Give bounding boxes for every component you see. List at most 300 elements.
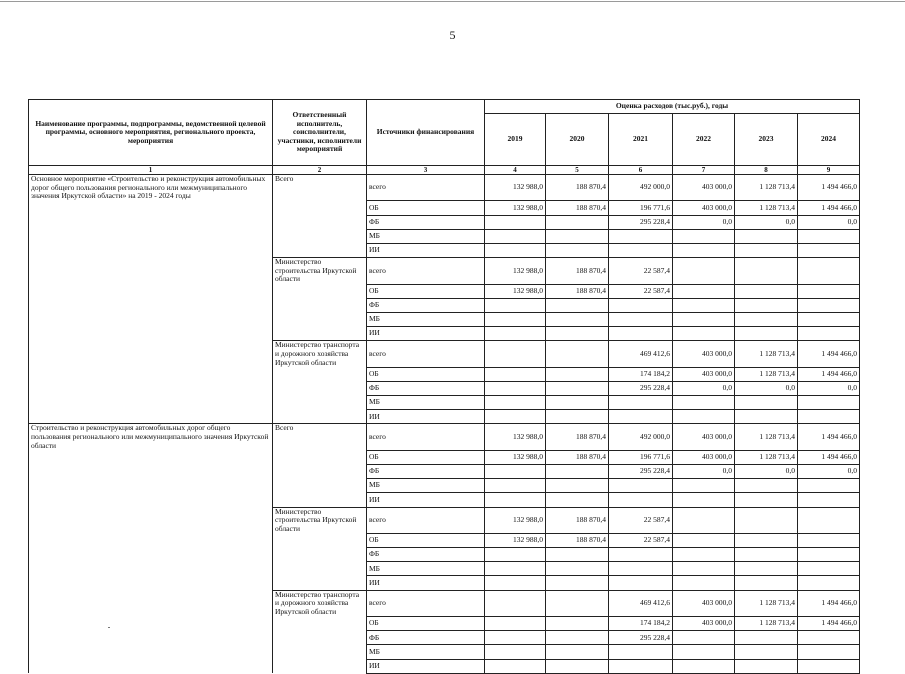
page-number: 5: [449, 28, 456, 42]
funding-source: ОБ: [367, 367, 485, 381]
amount-cell: 0,0: [798, 215, 860, 229]
table-row: [29, 479, 860, 493]
funding-source: ФБ: [367, 381, 485, 395]
table-row: [29, 424, 860, 450]
measure-name-continuation: [29, 410, 273, 424]
amount-cell: [546, 659, 609, 673]
amount-cell: [485, 396, 546, 410]
amount-cell: 1 494 466,0: [798, 175, 860, 201]
amount-cell: [673, 659, 735, 673]
amount-cell: 22 587,4: [609, 258, 673, 284]
funding-source: ИИ: [367, 410, 485, 424]
amount-cell: [798, 312, 860, 326]
amount-cell: [485, 645, 546, 659]
table-row: [29, 548, 860, 562]
executor-continuation: [273, 617, 367, 631]
amount-cell: [735, 493, 798, 507]
amount-cell: 188 870,4: [546, 450, 609, 464]
amount-cell: 403 000,0: [673, 175, 735, 201]
funding-source: всего: [367, 258, 485, 284]
funding-source: ИИ: [367, 576, 485, 590]
amount-cell: 174 184,2: [609, 617, 673, 631]
amount-cell: [609, 410, 673, 424]
amount-cell: [798, 548, 860, 562]
table-row: [29, 258, 860, 284]
executor-continuation: [273, 548, 367, 562]
amount-cell: [485, 659, 546, 673]
amount-cell: 1 128 713,4: [735, 450, 798, 464]
header-year: 2023: [735, 114, 798, 166]
amount-cell: [546, 548, 609, 562]
amount-cell: 0,0: [735, 381, 798, 395]
amount-cell: [735, 298, 798, 312]
amount-cell: 403 000,0: [673, 617, 735, 631]
amount-cell: [673, 645, 735, 659]
table-row: [29, 396, 860, 410]
amount-cell: 295 228,4: [609, 464, 673, 478]
amount-cell: [609, 396, 673, 410]
amount-cell: [735, 284, 798, 298]
measure-name-continuation: [29, 562, 273, 576]
executor-continuation: [273, 479, 367, 493]
amount-cell: [485, 617, 546, 631]
funding-source: МБ: [367, 312, 485, 326]
amount-cell: [735, 576, 798, 590]
amount-cell: [546, 381, 609, 395]
amount-cell: 132 988,0: [485, 175, 546, 201]
amount-cell: 196 771,6: [609, 201, 673, 215]
amount-cell: [485, 410, 546, 424]
amount-cell: [735, 327, 798, 341]
measure-name-continuation: [29, 590, 273, 616]
measure-name-continuation: [29, 645, 273, 659]
measure-name-continuation: [29, 243, 273, 257]
amount-cell: [485, 312, 546, 326]
measure-name: Строительство и реконструкция автомобильных дорог общего пользования регионального или межмуниципального значения Иркутской области: [29, 424, 273, 450]
amount-cell: [673, 576, 735, 590]
funding-source: всего: [367, 424, 485, 450]
measure-name-continuation: [29, 367, 273, 381]
table-row: [29, 507, 860, 533]
amount-cell: [609, 479, 673, 493]
table-row: [29, 229, 860, 243]
column-number: 2: [273, 166, 367, 175]
table-row: [29, 367, 860, 381]
funding-source: МБ: [367, 479, 485, 493]
amount-cell: 295 228,4: [609, 381, 673, 395]
column-number: 3: [367, 166, 485, 175]
funding-source: ФБ: [367, 215, 485, 229]
amount-cell: 196 771,6: [609, 450, 673, 464]
funding-source: всего: [367, 507, 485, 533]
amount-cell: [609, 493, 673, 507]
executor-continuation: [273, 284, 367, 298]
amount-cell: [485, 367, 546, 381]
amount-cell: [485, 341, 546, 367]
table-row: [29, 215, 860, 229]
amount-cell: [735, 410, 798, 424]
budget-table: [28, 99, 860, 674]
table-row: [29, 175, 860, 201]
amount-cell: [735, 479, 798, 493]
column-number: 5: [546, 166, 609, 175]
measure-name-continuation: [29, 258, 273, 284]
measure-name-continuation: [29, 450, 273, 464]
amount-cell: 22 587,4: [609, 507, 673, 533]
table-row: [29, 631, 860, 645]
amount-cell: [798, 533, 860, 547]
measure-name-continuation: [29, 341, 273, 367]
amount-cell: [798, 645, 860, 659]
amount-cell: [735, 396, 798, 410]
amount-cell: 492 000,0: [609, 424, 673, 450]
amount-cell: [485, 631, 546, 645]
amount-cell: 403 000,0: [673, 201, 735, 215]
amount-cell: [609, 659, 673, 673]
amount-cell: [609, 229, 673, 243]
amount-cell: [798, 562, 860, 576]
amount-cell: [485, 548, 546, 562]
table-row: [29, 410, 860, 424]
amount-cell: 1 128 713,4: [735, 341, 798, 367]
executor-continuation: [273, 493, 367, 507]
funding-source: МБ: [367, 562, 485, 576]
amount-cell: [735, 562, 798, 576]
executor-continuation: [273, 659, 367, 673]
amount-cell: [673, 243, 735, 257]
amount-cell: [798, 298, 860, 312]
amount-cell: [485, 590, 546, 616]
amount-cell: 0,0: [673, 215, 735, 229]
funding-source: ОБ: [367, 284, 485, 298]
funding-source: ИИ: [367, 493, 485, 507]
column-number: 4: [485, 166, 546, 175]
amount-cell: [609, 576, 673, 590]
measure-name-continuation: [29, 631, 273, 645]
amount-cell: [485, 243, 546, 257]
table-row: [29, 298, 860, 312]
amount-cell: [609, 645, 673, 659]
executor-continuation: [273, 298, 367, 312]
executor-name: Министерство строительства Иркутской области: [273, 258, 367, 284]
amount-cell: 188 870,4: [546, 533, 609, 547]
executor-name: Министерство транспорта и дорожного хозяйства Иркутской области: [273, 341, 367, 367]
table-row: [29, 450, 860, 464]
executor-name: Всего: [273, 424, 367, 450]
measure-name-continuation: [29, 479, 273, 493]
amount-cell: 403 000,0: [673, 341, 735, 367]
amount-cell: [546, 410, 609, 424]
amount-cell: [673, 631, 735, 645]
amount-cell: 22 587,4: [609, 284, 673, 298]
measure-name-continuation: [29, 464, 273, 478]
header-executor: Ответственный исполнитель, соисполнители, участники, исполнители мероприятий: [273, 100, 367, 166]
amount-cell: 188 870,4: [546, 201, 609, 215]
executor-continuation: [273, 464, 367, 478]
amount-cell: [735, 507, 798, 533]
amount-cell: [673, 562, 735, 576]
amount-cell: 403 000,0: [673, 450, 735, 464]
amount-cell: [546, 562, 609, 576]
measure-name-continuation: [29, 493, 273, 507]
amount-cell: [673, 479, 735, 493]
amount-cell: [609, 548, 673, 562]
executor-name: Всего: [273, 175, 367, 201]
funding-source: ОБ: [367, 201, 485, 215]
amount-cell: [609, 562, 673, 576]
amount-cell: [485, 562, 546, 576]
amount-cell: 0,0: [798, 381, 860, 395]
measure-name-continuation: [29, 284, 273, 298]
amount-cell: [735, 258, 798, 284]
amount-cell: [673, 410, 735, 424]
table-row: [29, 381, 860, 395]
amount-cell: [546, 617, 609, 631]
amount-cell: [546, 312, 609, 326]
amount-cell: 1 494 466,0: [798, 450, 860, 464]
amount-cell: [735, 548, 798, 562]
amount-cell: 132 988,0: [485, 450, 546, 464]
amount-cell: 132 988,0: [485, 533, 546, 547]
measure-name-continuation: [29, 659, 273, 673]
amount-cell: [673, 229, 735, 243]
measure-name-continuation: [29, 215, 273, 229]
executor-continuation: [273, 201, 367, 215]
amount-cell: [485, 327, 546, 341]
table-row: [29, 201, 860, 215]
amount-cell: [735, 312, 798, 326]
table-row: [29, 464, 860, 478]
table-body: [29, 175, 860, 674]
amount-cell: [798, 410, 860, 424]
amount-cell: [798, 284, 860, 298]
executor-continuation: [273, 215, 367, 229]
table-row: [29, 327, 860, 341]
measure-name-continuation: [29, 507, 273, 533]
amount-cell: [485, 229, 546, 243]
amount-cell: [673, 507, 735, 533]
amount-cell: [485, 479, 546, 493]
table-row: [29, 617, 860, 631]
table-row: [29, 243, 860, 257]
measure-name-continuation: [29, 201, 273, 215]
measure-name-continuation: [29, 327, 273, 341]
amount-cell: 1 494 466,0: [798, 424, 860, 450]
measure-name-continuation: [29, 548, 273, 562]
header-year: 2022: [673, 114, 735, 166]
executor-continuation: [273, 562, 367, 576]
funding-source: ИИ: [367, 243, 485, 257]
top-rule: [0, 1, 905, 2]
executor-continuation: [273, 367, 367, 381]
amount-cell: [609, 312, 673, 326]
amount-cell: [546, 367, 609, 381]
amount-cell: 1 128 713,4: [735, 201, 798, 215]
amount-cell: [546, 215, 609, 229]
column-number: 8: [735, 166, 798, 175]
measure-name: Основное мероприятие «Строительство и реконструкция автомобильных дорог общего пользования регионального или межмуниципального значения Иркутской области» на 2019 - 2024 годы: [29, 175, 273, 201]
funding-source: МБ: [367, 229, 485, 243]
funding-source: всего: [367, 341, 485, 367]
table-row: [29, 533, 860, 547]
amount-cell: [798, 507, 860, 533]
amount-cell: 1 494 466,0: [798, 617, 860, 631]
column-number: 1: [29, 166, 273, 175]
table-row: [29, 645, 860, 659]
amount-cell: 174 184,2: [609, 367, 673, 381]
amount-cell: [485, 493, 546, 507]
amount-cell: [673, 396, 735, 410]
amount-cell: [546, 327, 609, 341]
measure-name-continuation: [29, 396, 273, 410]
amount-cell: [735, 243, 798, 257]
table-row: [29, 576, 860, 590]
amount-cell: [609, 298, 673, 312]
executor-continuation: [273, 327, 367, 341]
amount-cell: [673, 258, 735, 284]
funding-source: ОБ: [367, 450, 485, 464]
executor-continuation: [273, 243, 367, 257]
funding-source: ФБ: [367, 464, 485, 478]
measure-name-continuation: [29, 312, 273, 326]
amount-cell: [798, 479, 860, 493]
amount-cell: 188 870,4: [546, 284, 609, 298]
amount-cell: [673, 298, 735, 312]
amount-cell: 403 000,0: [673, 367, 735, 381]
column-number: 6: [609, 166, 673, 175]
table-row: [29, 493, 860, 507]
amount-cell: 0,0: [673, 464, 735, 478]
amount-cell: [546, 341, 609, 367]
executor-continuation: [273, 576, 367, 590]
amount-cell: 188 870,4: [546, 424, 609, 450]
amount-cell: 132 988,0: [485, 201, 546, 215]
amount-cell: [798, 631, 860, 645]
header-costs: Оценка расходов (тыс.руб.), годы: [485, 100, 860, 114]
amount-cell: [546, 645, 609, 659]
funding-source: всего: [367, 590, 485, 616]
amount-cell: [546, 479, 609, 493]
amount-cell: 1 128 713,4: [735, 367, 798, 381]
column-number: 7: [673, 166, 735, 175]
executor-continuation: [273, 381, 367, 395]
amount-cell: 0,0: [735, 215, 798, 229]
amount-cell: [735, 659, 798, 673]
amount-cell: [546, 493, 609, 507]
amount-cell: 1 128 713,4: [735, 424, 798, 450]
executor-name: Министерство транспорта и дорожного хозяйства Иркутской области: [273, 590, 367, 616]
amount-cell: [673, 533, 735, 547]
executor-continuation: [273, 631, 367, 645]
amount-cell: [798, 243, 860, 257]
table-row: [29, 312, 860, 326]
amount-cell: 1 128 713,4: [735, 590, 798, 616]
amount-cell: [485, 576, 546, 590]
amount-cell: [798, 659, 860, 673]
amount-cell: [485, 298, 546, 312]
amount-cell: 0,0: [735, 464, 798, 478]
funding-source: ОБ: [367, 617, 485, 631]
amount-cell: 1 494 466,0: [798, 341, 860, 367]
amount-cell: [609, 327, 673, 341]
amount-cell: 188 870,4: [546, 258, 609, 284]
amount-cell: [546, 396, 609, 410]
amount-cell: [546, 631, 609, 645]
funding-source: всего: [367, 175, 485, 201]
amount-cell: [673, 493, 735, 507]
header-year: 2020: [546, 114, 609, 166]
amount-cell: [673, 327, 735, 341]
amount-cell: 22 587,4: [609, 533, 673, 547]
amount-cell: [798, 229, 860, 243]
executor-continuation: [273, 312, 367, 326]
amount-cell: [673, 312, 735, 326]
table-header: [29, 100, 860, 175]
amount-cell: 0,0: [798, 464, 860, 478]
funding-source: ФБ: [367, 631, 485, 645]
executor-continuation: [273, 396, 367, 410]
measure-name-continuation: [29, 229, 273, 243]
amount-cell: 469 412,6: [609, 590, 673, 616]
amount-cell: 1 128 713,4: [735, 617, 798, 631]
amount-cell: [485, 464, 546, 478]
measure-name-continuation: [29, 298, 273, 312]
amount-cell: [735, 533, 798, 547]
measure-name-continuation: [29, 576, 273, 590]
measure-name-continuation: [29, 533, 273, 547]
amount-cell: [735, 631, 798, 645]
amount-cell: [798, 396, 860, 410]
amount-cell: 1 494 466,0: [798, 367, 860, 381]
funding-source: МБ: [367, 645, 485, 659]
amount-cell: 188 870,4: [546, 507, 609, 533]
amount-cell: [546, 590, 609, 616]
amount-cell: 132 988,0: [485, 424, 546, 450]
amount-cell: 1 494 466,0: [798, 201, 860, 215]
funding-source: ОБ: [367, 533, 485, 547]
amount-cell: [735, 229, 798, 243]
table-row: [29, 659, 860, 673]
table-row: [29, 341, 860, 367]
header-year: 2021: [609, 114, 673, 166]
funding-source: МБ: [367, 396, 485, 410]
scan-mark: [108, 627, 110, 628]
funding-source: ФБ: [367, 548, 485, 562]
amount-cell: 1 128 713,4: [735, 175, 798, 201]
amount-cell: 295 228,4: [609, 631, 673, 645]
amount-cell: [485, 381, 546, 395]
funding-source: ФБ: [367, 298, 485, 312]
amount-cell: [546, 229, 609, 243]
amount-cell: 492 000,0: [609, 175, 673, 201]
executor-continuation: [273, 450, 367, 464]
header-year: 2024: [798, 114, 860, 166]
funding-source: ИИ: [367, 659, 485, 673]
amount-cell: 469 412,6: [609, 341, 673, 367]
amount-cell: [546, 576, 609, 590]
amount-cell: [546, 243, 609, 257]
executor-continuation: [273, 645, 367, 659]
executor-continuation: [273, 533, 367, 547]
header-source: Источники финансирования: [367, 100, 485, 166]
table-row: [29, 284, 860, 298]
measure-name-continuation: [29, 381, 273, 395]
amount-cell: [609, 243, 673, 257]
executor-name: Министерство строительства Иркутской области: [273, 507, 367, 533]
table-row: [29, 590, 860, 616]
amount-cell: [798, 576, 860, 590]
executor-continuation: [273, 229, 367, 243]
